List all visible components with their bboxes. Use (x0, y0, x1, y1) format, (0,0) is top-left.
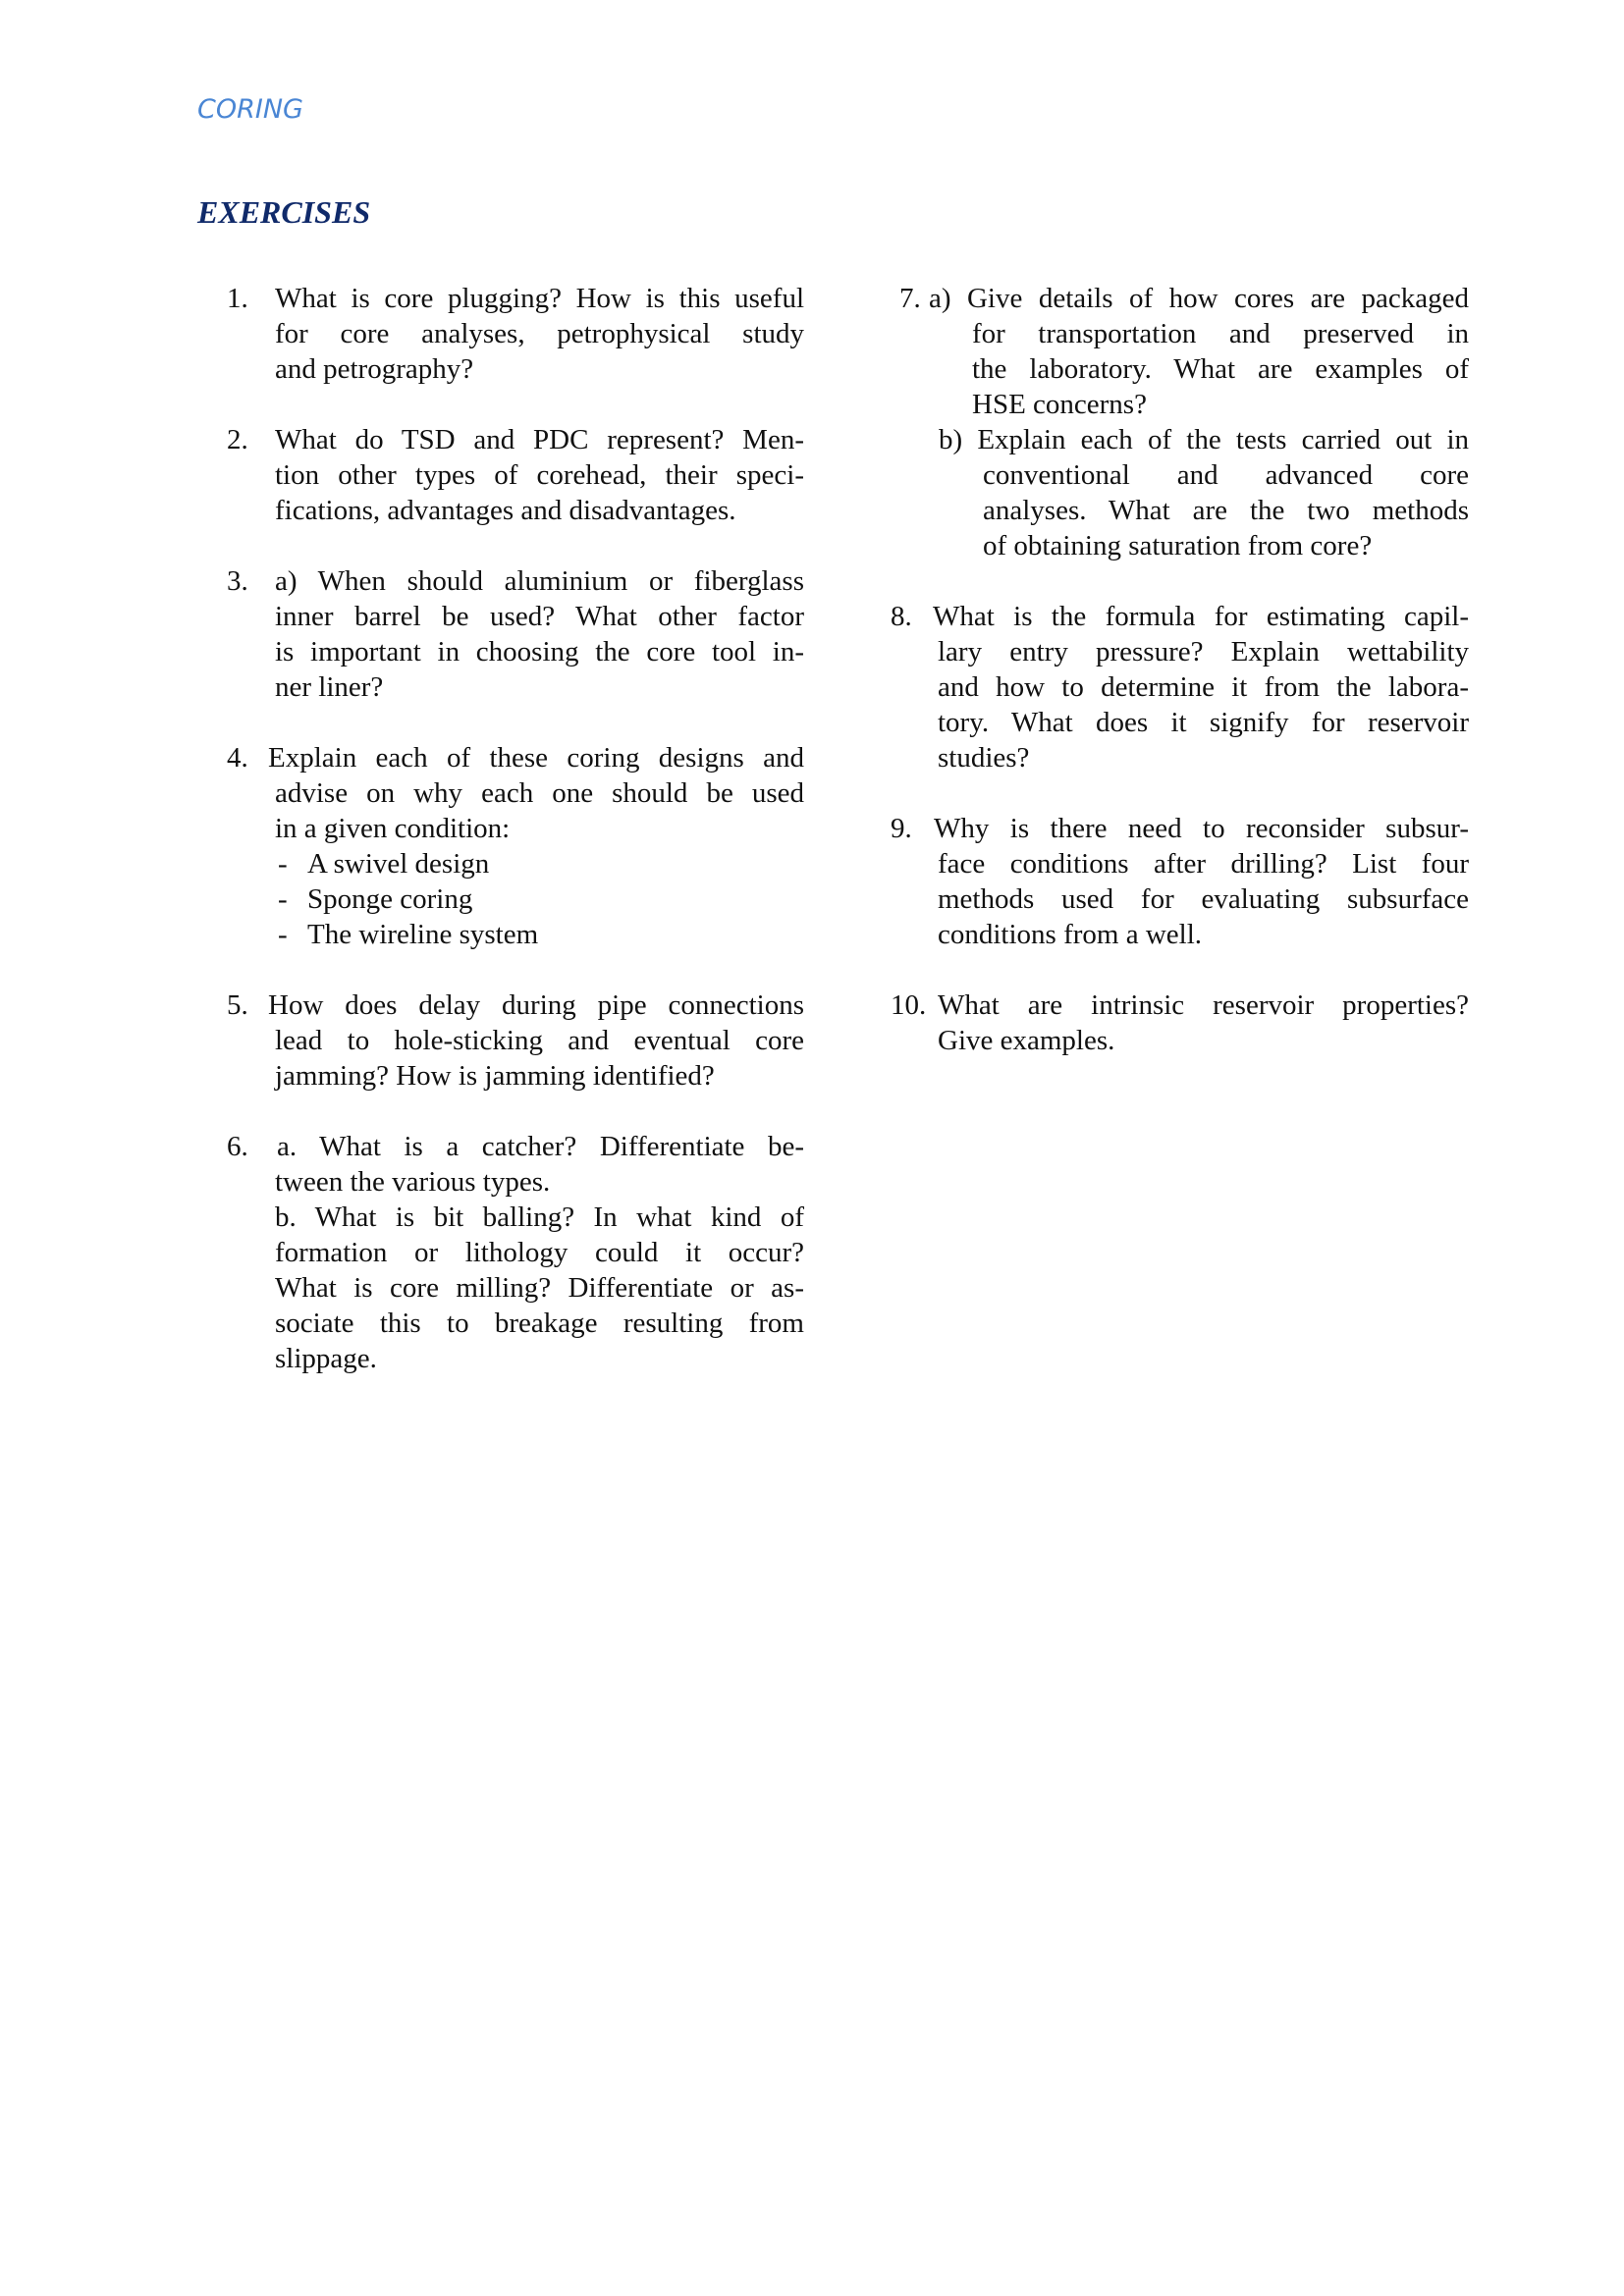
item-line: fications, advantages and disadvantages. (275, 495, 736, 526)
exercise-item-8 (891, 599, 1469, 775)
exercise-item-5 (227, 988, 804, 1094)
exercise-item-4 (227, 740, 804, 952)
item-line: What are intrinsic reservoir properties? (938, 989, 1469, 1021)
exercise-item-6 (227, 1129, 804, 1376)
item-line: slippage. (275, 1343, 377, 1374)
item-line: studies? (938, 742, 1030, 774)
item-line: What do TSD and PDC represent? Men- (275, 424, 804, 455)
item-line: jamming? How is jamming identified? (275, 1060, 715, 1092)
item-line: tion other types of corehead, their speci- (275, 459, 804, 491)
item-line: a) Give details of how cores are packaged (929, 283, 1469, 314)
item-line: b) Explain each of the tests carried out in (939, 424, 1469, 455)
exercise-item-9 (891, 811, 1469, 952)
item-number: 8. (891, 601, 912, 632)
item-line: HSE concerns? (972, 389, 1147, 420)
item-line: b. What is bit balling? In what kind of (275, 1201, 804, 1233)
item-line: a) When should aluminium or fiberglass (275, 565, 804, 597)
item-number: 7. (899, 283, 921, 314)
item-line: sociate this to breakage resulting from (275, 1308, 804, 1339)
item-number: 10. (891, 989, 927, 1021)
item-line: conventional and advanced core (983, 459, 1469, 491)
bullet-item (275, 846, 804, 881)
item-line: the laboratory. What are examples of (972, 353, 1469, 385)
item-line: is important in choosing the core tool in- (275, 636, 804, 667)
item-line: How does delay during pipe connections (268, 989, 804, 1021)
item-line: Give examples. (938, 1025, 1115, 1056)
item-line: What is core milling? Differentiate or as- (275, 1272, 804, 1304)
item-line: and petrography? (275, 353, 474, 385)
item-line: formation or lithology could it occur? (275, 1237, 804, 1268)
left-column (227, 281, 804, 1412)
item-line: ner liner? (275, 671, 384, 703)
bullet-text: Sponge coring (307, 883, 473, 915)
bullet-item (275, 881, 804, 917)
bullet-dash: - (278, 919, 288, 950)
exercise-item-3 (227, 563, 804, 705)
item-line: for core analyses, petrophysical study (275, 318, 804, 349)
bullet-item (275, 917, 804, 952)
section-title: EXERCISES (197, 194, 371, 230)
item-line: Explain each of these coring designs and (268, 742, 804, 774)
bullet-dash: - (278, 848, 288, 880)
item-line: What is the formula for estimating capil- (933, 601, 1469, 632)
exercise-item-10 (891, 988, 1469, 1058)
item-line: lary entry pressure? Explain wettability (938, 636, 1469, 667)
item-line: What is core plugging? How is this useful (275, 283, 804, 314)
bullet-dash: - (278, 883, 288, 915)
item-line: of obtaining saturation from core? (983, 530, 1373, 561)
item-line: face conditions after drilling? List four (938, 848, 1469, 880)
item-line: tween the various types. (275, 1166, 551, 1198)
item-line: lead to hole-sticking and eventual core (275, 1025, 804, 1056)
item-line: tory. What does it signify for reservoir (938, 707, 1469, 738)
exercise-item-1 (227, 281, 804, 387)
item-number: 1. (227, 283, 248, 314)
item-line: analyses. What are the two methods (983, 495, 1469, 526)
exercise-item-7 (891, 281, 1469, 563)
item-number: 3. (227, 565, 248, 597)
item-line: Why is there need to reconsider subsur- (934, 813, 1469, 844)
bullet-text: The wireline system (307, 919, 539, 950)
item-line: for transportation and preserved in (972, 318, 1469, 349)
item-number: 6. (227, 1131, 248, 1162)
item-number: 9. (891, 813, 912, 844)
item-number: 5. (227, 989, 248, 1021)
bullet-text: A swivel design (307, 848, 490, 880)
item-line: a. What is a catcher? Differentiate be- (277, 1131, 804, 1162)
item-line: and how to determine it from the labora- (938, 671, 1469, 703)
item-line: methods used for evaluating subsurface (938, 883, 1469, 915)
item-line: in a given condition: (275, 813, 511, 844)
running-header: CORING (197, 94, 303, 125)
item-line: inner barrel be used? What other factor (275, 601, 804, 632)
item-number: 2. (227, 424, 248, 455)
item-line: advise on why each one should be used (275, 777, 804, 809)
item-number: 4. (227, 742, 248, 774)
exercise-item-2 (227, 422, 804, 528)
item-line: conditions from a well. (938, 919, 1203, 950)
right-column (891, 281, 1469, 1094)
